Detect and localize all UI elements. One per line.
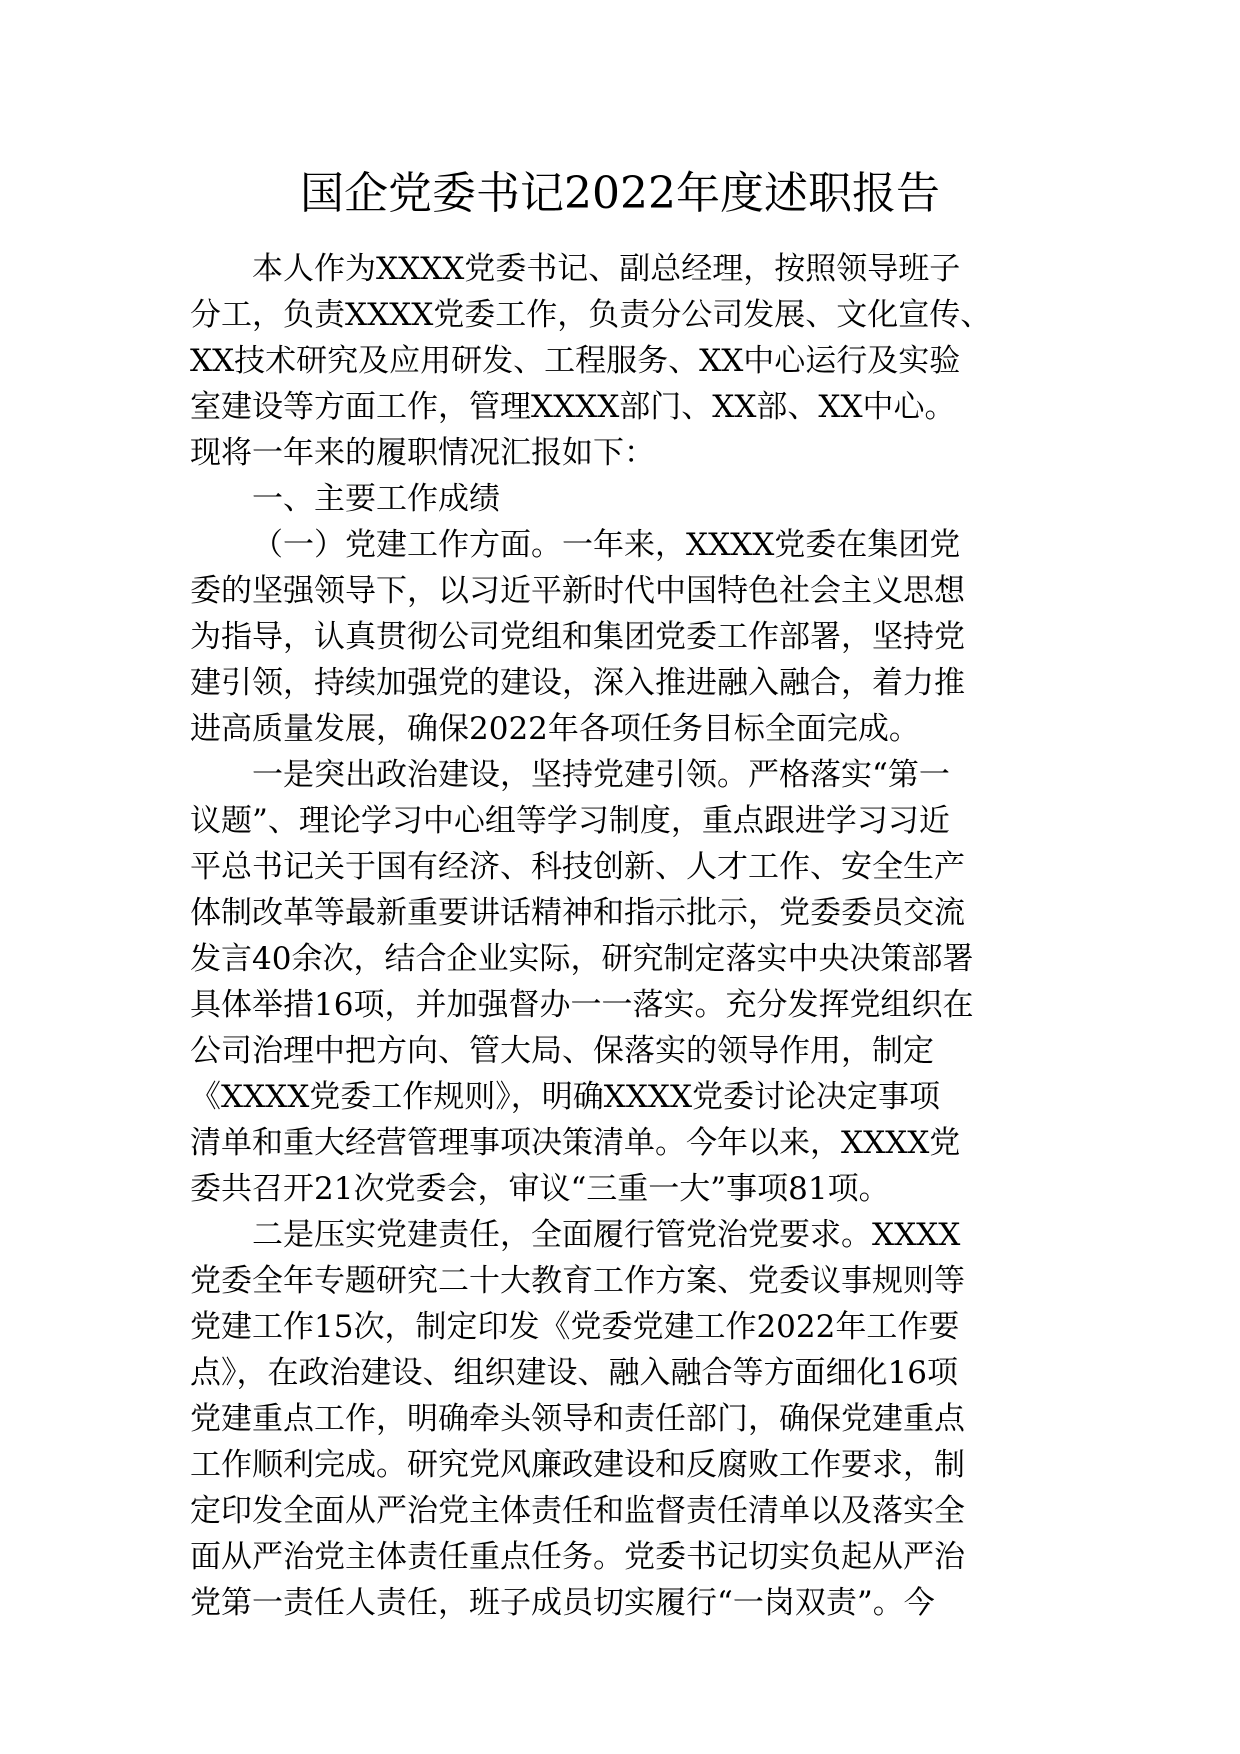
body-line: 党建工作15次，制定印发《党委党建工作2022年工作要 [190,1309,960,1345]
body-line: 分工，负责XXXX党委工作，负责分公司发展、文化宣传、 [190,297,992,333]
body-line: 定印发全面从严治党主体责任和监督责任清单以及落实全 [190,1493,965,1529]
body-line: 议题”、理论学习中心组等学习制度，重点跟进学习习近 [190,803,950,839]
body-line: 一是突出政治建设，坚持党建引领。严格落实“第一 [252,757,950,793]
body-line: 工作顺利完成。研究党风廉政建设和反腐败工作要求，制 [190,1447,965,1483]
body-line: 为指导，认真贯彻公司党组和集团党委工作部署，坚持党 [190,619,965,655]
document-title: 国企党委书记2022年度述职报告 [300,168,940,219]
body-line: 体制改革等最新重要讲话精神和指示批示，党委委员交流 [190,895,965,931]
body-line: 委的坚强领导下，以习近平新时代中国特色社会主义思想 [190,573,965,609]
body-line: 建引领，持续加强党的建设，深入推进融入融合，着力推 [190,665,965,701]
body-line: 公司治理中把方向、管大局、保落实的领导作用，制定 [190,1033,934,1069]
body-line: 面从严治党主体责任重点任务。党委书记切实负起从严治 [190,1539,965,1575]
body-line: 二是压实党建责任，全面履行管党治党要求。XXXX [252,1217,961,1253]
body-line: 具体举措16项，并加强督办一一落实。充分发挥党组织在 [190,987,974,1023]
body-line: 党第一责任人责任，班子成员切实履行“一岗双责”。今 [190,1585,935,1621]
body-line: （一）党建工作方面。一年来，XXXX党委在集团党 [252,527,961,563]
body-line: 点》，在政治建设、组织建设、融入融合等方面细化16项 [190,1355,958,1391]
body-line: 党委全年专题研究二十大教育工作方案、党委议事规则等 [190,1263,965,1299]
body-line: 党建重点工作，明确牵头领导和责任部门，确保党建重点 [190,1401,965,1437]
body-line: 清单和重大经营管理事项决策清单。今年以来，XXXX党 [190,1125,961,1161]
body-line: 发言40余次，结合企业实际，研究制定落实中央决策部署 [190,941,974,977]
body-line: 委共召开21次党委会，审议“三重一大”事项81项。 [190,1171,890,1207]
body-line: 本人作为XXXX党委书记、副总经理，按照领导班子 [252,251,961,287]
body-line: 室建设等方面工作，管理XXXX部门、XX部、XX中心。 [190,389,956,425]
body-line: 进高质量发展，确保2022年各项任务目标全面完成。 [190,711,920,747]
body-line: 现将一年来的履职情况汇报如下： [190,435,655,471]
body-line: 《XXXX党委工作规则》，明确XXXX党委讨论决定事项 [190,1079,941,1115]
body-line: XX技术研究及应用研发、工程服务、XX中心运行及实验 [190,343,961,379]
document-body [190,246,1090,1626]
section-heading: 一、主要工作成绩 [252,481,500,517]
body-line: 平总书记关于国有经济、科技创新、人才工作、安全生产 [190,849,965,885]
